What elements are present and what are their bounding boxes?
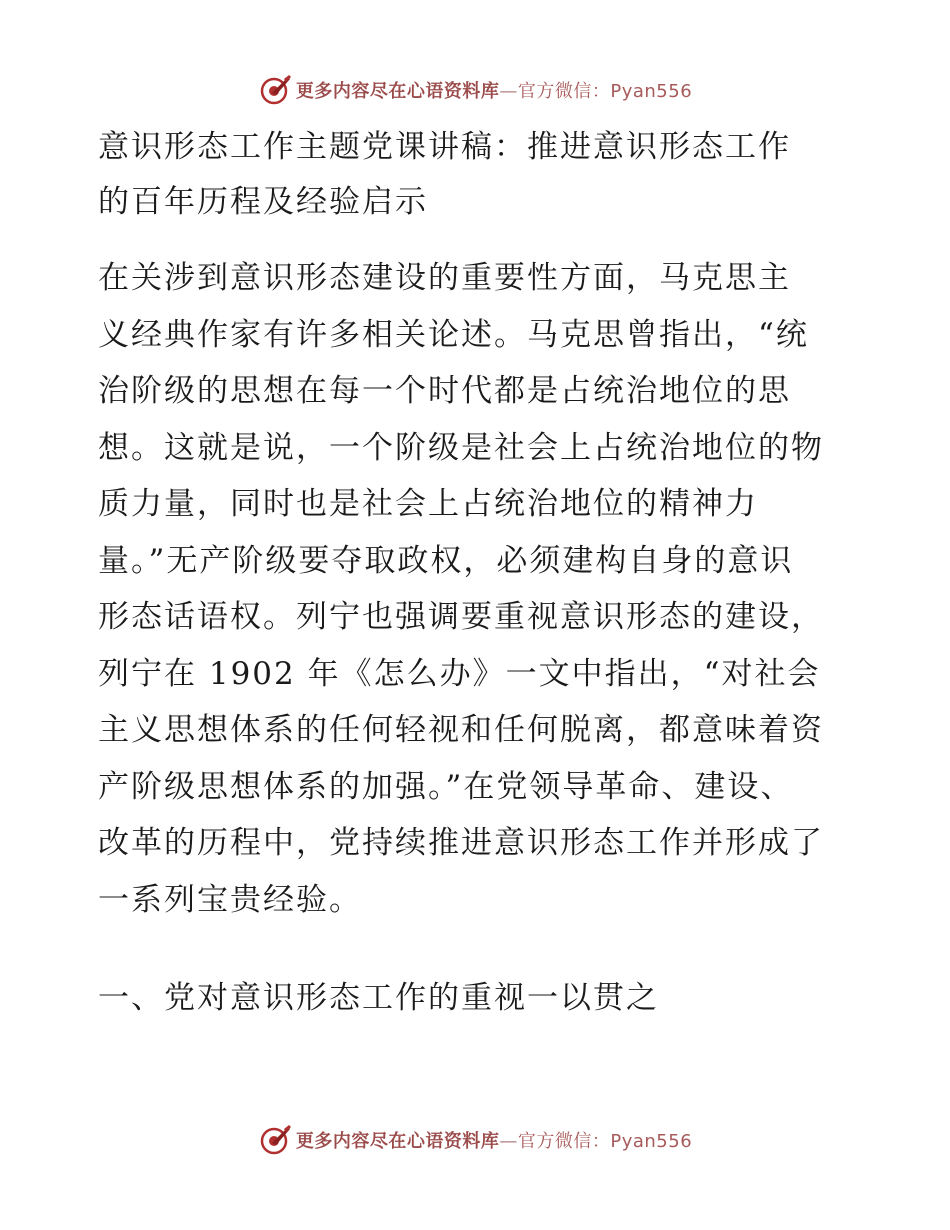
paragraph-line: 列宁在 1902 年《怎么办》一文中指出，“对社会 [98, 655, 821, 692]
watermark-brand: 更多内容尽在心语资料库 [295, 81, 500, 102]
paragraph-line: 量。”无产阶级要夺取政权，必须建构自身的意识 [98, 542, 794, 579]
watermark-account: Pyan556 [610, 1131, 693, 1152]
paragraph-line: 义经典作家有许多相关论述。马克思曾指出，“统 [98, 316, 809, 353]
paragraph-line: 产阶级思想体系的加强。”在党领导革命、建设、 [98, 768, 794, 805]
title-line: 的百年历程及经验启示 [98, 184, 428, 220]
paragraph-line: 改革的历程中，党持续推进意识形态工作并形成了 [98, 825, 824, 861]
watermark-separator: — [499, 1131, 518, 1152]
quill-logo-icon [258, 73, 292, 107]
paragraph-line: 治阶级的思想在每一个时代都是占统治地位的思 [98, 373, 791, 409]
watermark-account: Pyan556 [610, 81, 693, 102]
body-paragraph [98, 250, 858, 928]
watermark-separator: — [499, 81, 518, 102]
paragraph-line: 想。这就是说，一个阶级是社会上占统治地位的物 [98, 429, 824, 466]
watermark-official: 官方微信： [517, 81, 611, 102]
watermark-text [296, 77, 692, 103]
page-title [98, 120, 858, 230]
footer-watermark [0, 1120, 950, 1160]
header-watermark [0, 70, 950, 110]
paragraph-line: 形态话语权。列宁也强调要重视意识形态的建设， [98, 599, 824, 635]
paragraph-line: 在关涉到意识形态建设的重要性方面，马克思主 [98, 260, 791, 296]
watermark-brand: 更多内容尽在心语资料库 [295, 1131, 500, 1152]
paragraph-line: 主义思想体系的任何轻视和任何脱离，都意味着资 [98, 712, 824, 748]
paragraph-line: 质力量，同时也是社会上占统治地位的精神力 [98, 486, 758, 522]
watermark-text [296, 1127, 692, 1153]
watermark-official: 官方微信： [517, 1131, 611, 1152]
section-heading: 一、党对意识形态工作的重视一以贯之 [98, 980, 659, 1016]
quill-logo-icon [258, 1123, 292, 1157]
paragraph-line: 一系列宝贵经验。 [98, 881, 362, 918]
title-line: 意识形态工作主题党课讲稿：推进意识形态工作 [98, 129, 791, 165]
